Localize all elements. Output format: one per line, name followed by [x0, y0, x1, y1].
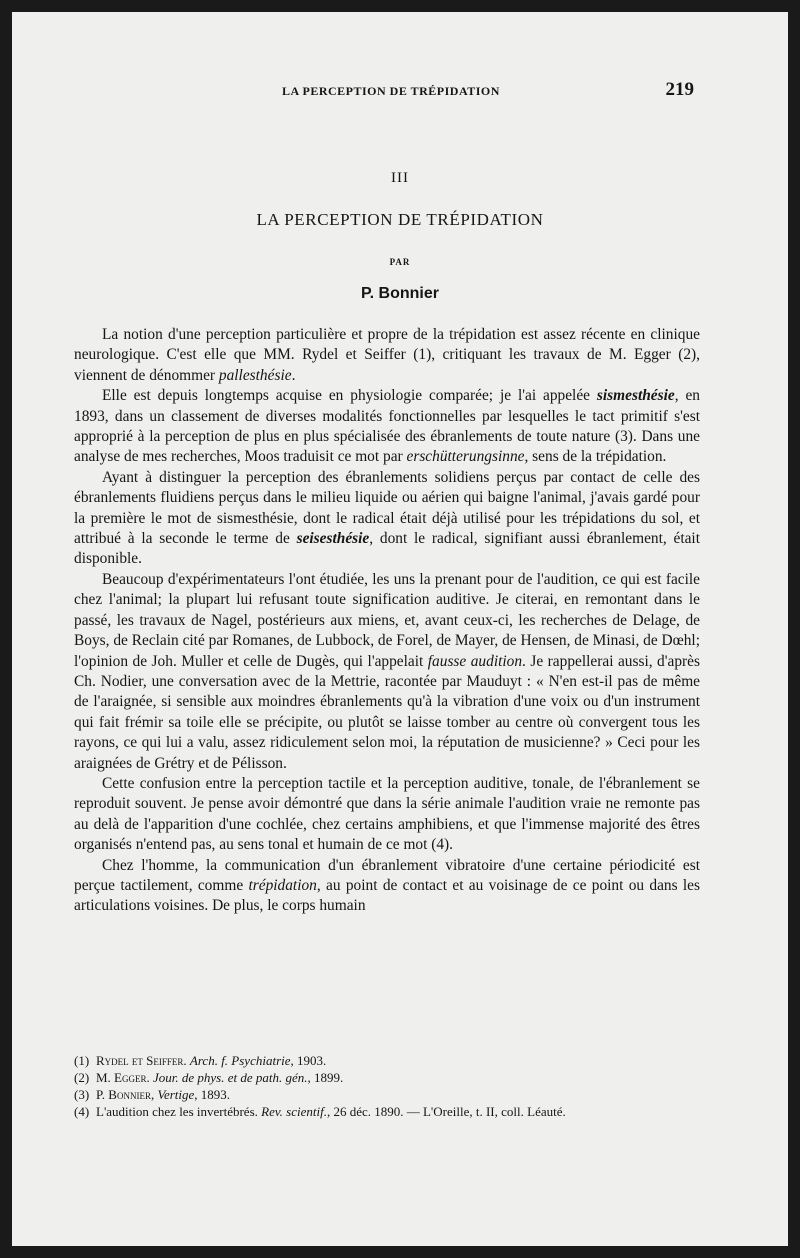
- page-number: 219: [665, 79, 694, 100]
- paragraph: Beaucoup d'expérimentateurs l'ont étudiée, les uns la prenant pour de l'audition, ce qui est facile chez l'animal; la plupart lui refusant toute signification auditive. Je citerai, en remontant dans le passé, les travaux de Nagel, postérieurs aux miens, et, avant ceux-ci, les recherches de Delage, de Boys, de Reclain cité par Romanes, de Lubbock, de Forel, de Mayer, de Hensen, de Minasi, de Dœhl; l'opinion de Joh. Muller et celle de Dugès, qui l'appelait fausse audition. Je rappellerai aussi, d'après Ch. Nodier, une conversation avec de la Mettrie, racontée par Mauduyt : « N'en est-il pas de même de l'araignée, si sensible aux moindres ébranlements qu'à la vibration d'une voix ou d'un instrument qui fait frémir sa toile elle se précipite, ou plutôt se laisse tomber au centre où convergent tous les rayons, ce qui lui a valu, assez ridiculement selon moi, la réputation de musicienne? » Ceci pour les araignées de Grétry et de Pélisson.: [74, 570, 700, 772]
- paragraph: Cette confusion entre la perception tactile et la perception auditive, tonale, de l'ébranlement se reproduit souvent. Je pense avoir démontré que dans la série animale l'audition vraie ne remonte pas au delà de l'apparition d'une cochlée, chez certains amphibiens, et que l'immense majorité des êtres organisés n'entend pas, au sens tonal et humain de ce mot (4).: [74, 774, 700, 854]
- footnote: (2) M. Egger. Jour. de phys. et de path. gén., 1899.: [74, 1070, 344, 1085]
- footnote: (4) L'audition chez les invertébrés. Rev. scientif., 26 déc. 1890. — L'Oreille, t. II, coll. Léauté.: [74, 1104, 566, 1119]
- term-italic: seisesthésie: [296, 530, 370, 548]
- paragraph: Elle est depuis longtemps acquise en physiologie comparée; je l'ai appelée sismesthésie, en 1893, dans un classement de diverses modalités fonctionnelles par lesquelles le tact primitif s'est approprié à la perception de plus en plus spécialisée des ébranlements de toute nature (3). Dans une analyse de mes recherches, Moos traduisit ce mot par erschütterungsinne, sens de la trépidation.: [74, 387, 700, 466]
- section-number: III: [391, 170, 409, 186]
- term-italic: fausse audition: [427, 652, 523, 670]
- body-text: [74, 325, 700, 917]
- author-name: P. Bonnier: [361, 285, 439, 302]
- article-title: LA PERCEPTION DE TRÉPIDATION: [256, 210, 544, 229]
- running-title: LA PERCEPTION DE TRÉPIDATION: [282, 84, 500, 98]
- paragraph: Chez l'homme, la communication d'un ébranlement vibratoire d'une certaine périodicité est perçue tactilement, comme trépidation, au point de contact et au voisinage de ce point ou dans les articulations voisines. De plus, le corps humain: [74, 856, 701, 915]
- term-italic: pallesthésie: [218, 366, 292, 384]
- paragraph: La notion d'une perception particulière et propre de la trépidation est assez récente en clinique neurologique. C'est elle que MM. Rydel et Seiffer (1), critiquant les travaux de M. Egger (2), viennent de dénommer pallesthésie.: [74, 326, 700, 384]
- term-italic: erschütterungsinne: [406, 448, 525, 466]
- footnote: (1) Rydel et Seiffer. Arch. f. Psychiatrie, 1903.: [74, 1053, 327, 1068]
- footnote: (3) P. Bonnier, Vertige, 1893.: [74, 1087, 231, 1102]
- term-italic: sismesthésie: [596, 387, 675, 405]
- paragraph: Ayant à distinguer la perception des ébranlements solidiens perçus par contact de celle des ébranlements fluidiens perçus dans le milieu liquide ou aérien qui baigne l'animal, j'avais gardé pour la première le mot de sismesthésie, dont le radical était déjà utilisé pour les trépidations du sol, et attribué à la seconde le terme de seisesthésie, dont le radical, signifiant aussi ébranlement, était disponible.: [74, 468, 700, 568]
- term-italic: trépidation: [248, 876, 317, 894]
- by-line: PAR: [389, 257, 411, 267]
- footnotes: [74, 1052, 702, 1120]
- book-page: [12, 12, 788, 1246]
